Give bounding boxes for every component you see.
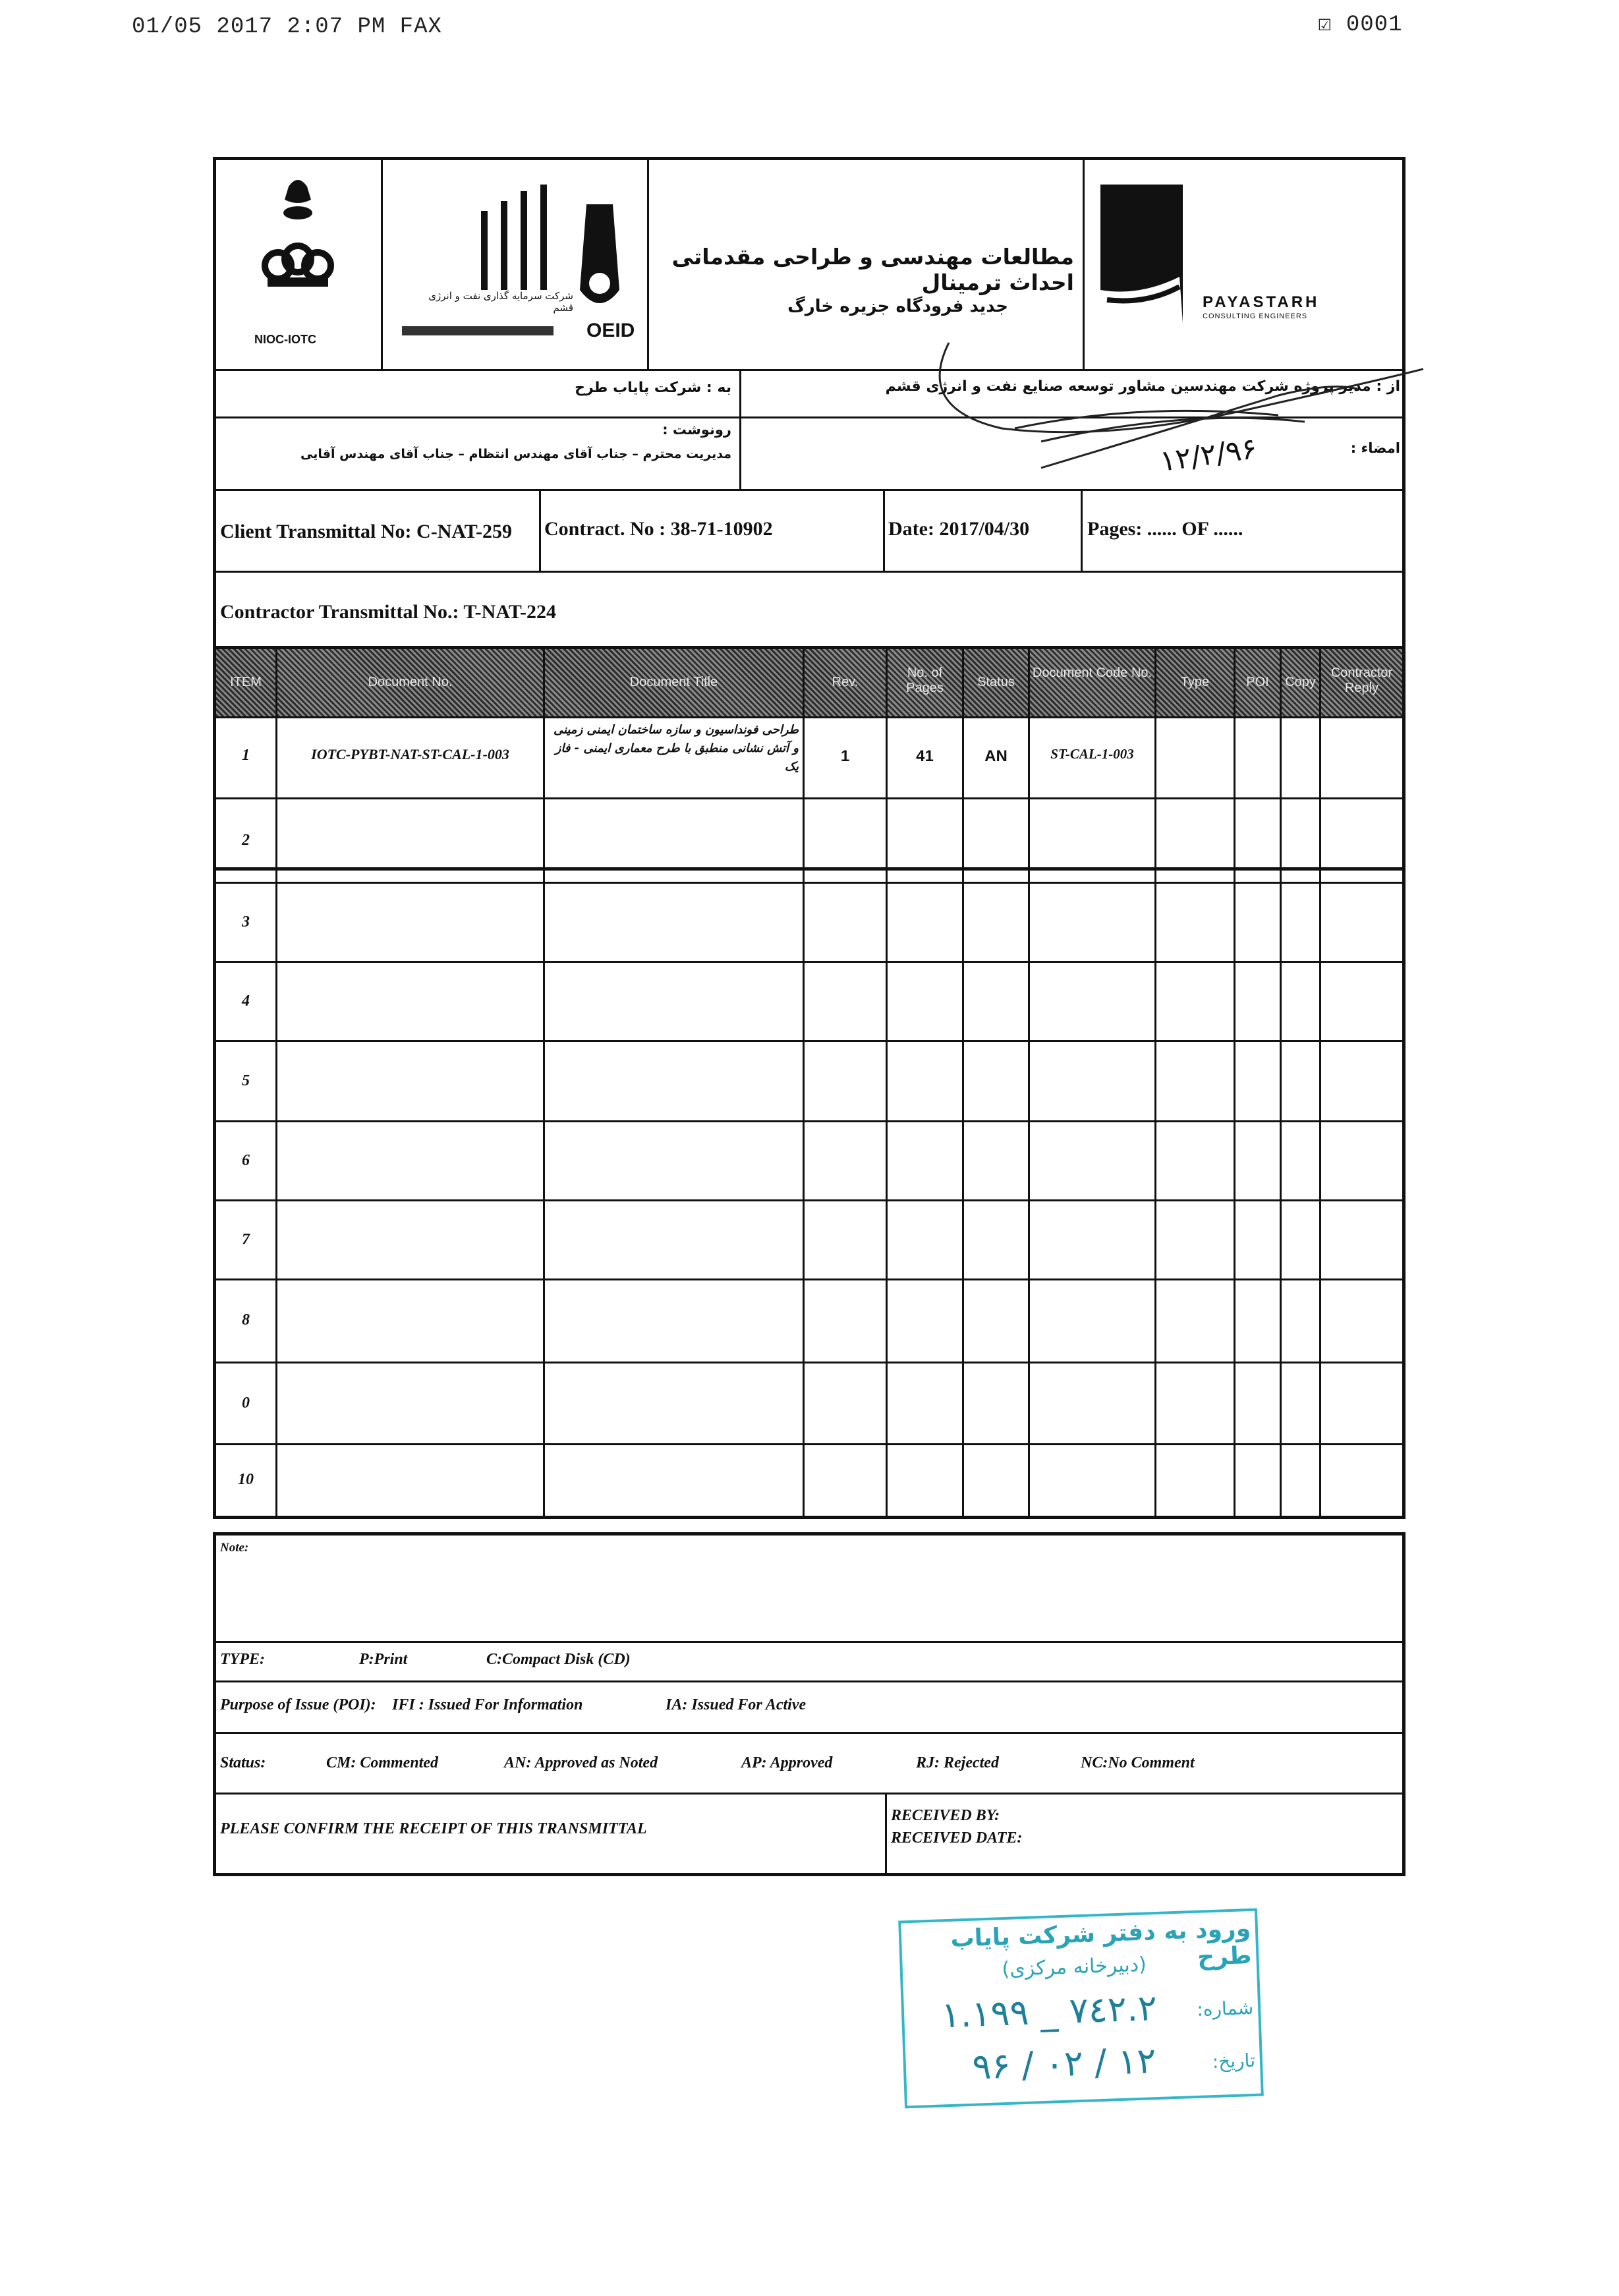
status-rejected: RJ: Rejected [916,1754,999,1771]
contractor-transmittal-no: Contractor Transmittal No.: T-NAT-224 [220,601,556,623]
payastarh-subtitle: CONSULTING ENGINEERS [1203,312,1308,320]
status-approved-as-noted: AN: Approved as Noted [504,1754,658,1771]
type-print: P:Print [359,1651,408,1668]
col-header-item: ITEM [230,675,262,689]
stamp-number-value: ۱.۱۹۹ _ ۷٤۲.۲ [940,1986,1158,2036]
oeid-logo [389,165,639,362]
row8-item: 8 [242,1311,250,1329]
col-header-document-title: Document Title [629,675,718,689]
row1-document-no: IOTC-PYBT-NAT-ST-CAL-1-003 [311,746,509,762]
page-count: Pages: ...... OF ...... [1087,518,1243,540]
project-title: مطالعات مهندسی و طراحی مقدماتی احداث ترمینال [671,244,1074,295]
poi-label: Purpose of Issue (POI): [220,1696,376,1713]
nioc-label: NIOC-IOTC [254,333,316,346]
fax-header-right: ☑ 0001 [1318,13,1403,38]
col-header-reply: Contractor Reply [1330,666,1393,695]
col-header-rev: Rev. [832,675,859,689]
col-header-type: Type [1180,675,1210,689]
fax-header-left: 01/05 2017 2:07 PM FAX [132,14,442,40]
stamp-number-label: شماره: [1196,1996,1254,2021]
to-line: به : شرکت پایاب طرح [575,380,731,396]
col-header-pages: No. of Pages [906,666,944,695]
poi-ifi: IFI : Issued For Information [392,1696,583,1713]
cc-recipients: مدیریت محترم – جناب آقای مهندس انتظام – جناب آقای مهندس آقایی [300,447,731,461]
stamp-line1: ورود به دفتر شرکت پایاب طرح [950,1914,1253,1971]
row1-item: 1 [242,747,250,764]
row1-document-title: طراحی فونداسیون و سازه ساختمان ایمنی زمینی و آتش نشانی منطبق با طرح معماری ایمنی - فاز یک [553,723,799,774]
row1-code: ST-CAL-1-003 [1050,746,1134,762]
col-header-copy: Copy [1285,675,1316,689]
row7-item: 7 [242,1231,250,1248]
stamp-date-label: تاریخ: [1212,2049,1256,2073]
row10-item: 10 [238,1471,254,1488]
row1-pages: 41 [916,747,934,765]
col-header-code: Document Code No. [1032,666,1152,680]
cc-label: رونوشت : [662,422,731,438]
stamp-date-value: ۹۶ / ۰۲ / ۱۲ [971,2040,1157,2088]
nioc-logo [215,160,381,369]
oeid-org-name: شرکت سرمایه گذاری نفت و انرژی قشم [428,290,573,314]
row9-item: 0 [242,1394,250,1412]
type-cd: C:Compact Disk (CD) [486,1651,631,1668]
row4-item: 4 [242,992,250,1010]
row2-item: 2 [242,832,250,849]
oeid-label: OEID [586,320,635,341]
document-table [213,646,1406,1519]
client-transmittal-no: Client Transmittal No: C-NAT-259 [220,521,513,542]
transmittal-date: Date: 2017/04/30 [888,518,1030,540]
col-header-status: Status [977,675,1015,689]
status-label: Status: [220,1754,266,1771]
signature-label: امضاء : [1350,440,1400,456]
row6-item: 6 [242,1152,250,1169]
poi-ia: IA: Issued For Active [666,1696,807,1713]
project-subtitle: جدید فرودگاه جزیره خارگ [787,297,1008,316]
col-header-document-no: Document No. [368,675,453,689]
status-no-comment: NC:No Comment [1081,1754,1195,1771]
status-approved: AP: Approved [741,1754,833,1771]
handwritten-date: ۱۲/۲/۹۶ [1158,431,1259,479]
row1-rev: 1 [840,747,850,765]
col-header-poi: POI [1246,675,1269,689]
received-date: RECEIVED DATE: [891,1829,1023,1847]
reception-stamp [898,1909,1264,2109]
status-commented: CM: Commented [326,1754,439,1771]
payastarh-name: PAYASTARH [1203,293,1320,311]
note-label: Note: [220,1541,249,1555]
row3-item: 3 [242,913,250,931]
contract-no: Contract. No : 38-71-10902 [544,518,773,540]
type-label: TYPE: [220,1651,265,1668]
row5-item: 5 [242,1072,250,1089]
confirm-receipt: PLEASE CONFIRM THE RECEIPT OF THIS TRANSMITTAL [220,1820,647,1837]
stamp-line2: (دبیرخانه مرکزی) [1001,1953,1147,1982]
row1-status: AN [984,747,1008,765]
received-by: RECEIVED BY: [891,1807,1000,1824]
from-line: از : مدیر پروژه شرکت مهندسین مشاور توسعه صنایع نفت و انرژی قشم [885,378,1400,395]
